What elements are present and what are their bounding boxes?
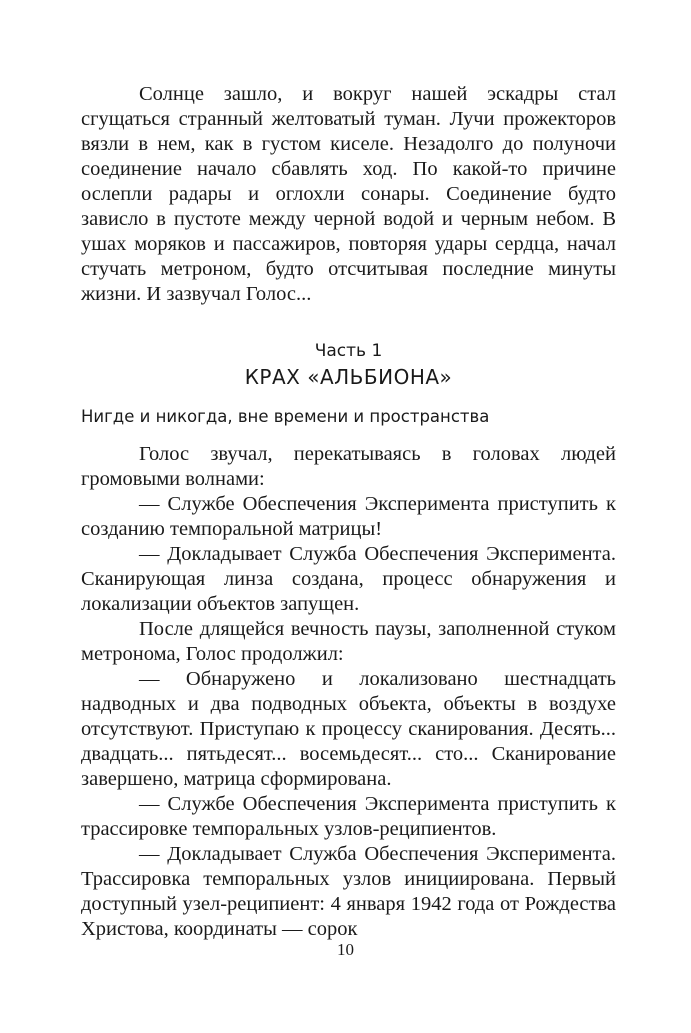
intro-paragraph: Солнце зашло, и вокруг нашей эскадры стал сгущаться странный желтоватый туман. Лучи прожекторов вязли в нем, как в густом киселе. Незадолго до полуночи соединение начало сбавлять ход. По какой-то причине ослепли радары и оглохли сонары. Соединение будто зависло в пустоте между черной водой и черным небом. В ушах моряков и пассажиров, повторяя удары сердца, начал стучать метроном, будто отсчитывая последние минуты жизни. И зазвучал Голос... xyxy=(81,83,616,305)
dialog-line-1: — Службе Обеспечения Эксперимента приступить к созданию темпоральной матрицы! xyxy=(81,493,616,540)
dialog-line-4: — Службе Обеспечения Эксперимента приступить к трассировке темпоральных узлов-реципиентов. xyxy=(81,793,616,840)
part-title: КРАХ «АЛЬБИОНА» xyxy=(244,365,453,389)
dialog-line-2: — Докладывает Служба Обеспечения Эксперимента. Сканирующая линза создана, процесс обнаружения и локализации объектов запущен. xyxy=(81,543,616,615)
part-number: Часть 1 xyxy=(314,341,383,361)
book-page xyxy=(81,82,616,942)
body-paragraph-2: После длящейся вечность паузы, заполненной стуком метронома, Голос продолжил: xyxy=(81,618,616,665)
body-paragraph-1: Голос звучал, перекатываясь в головах людей громовыми волнами: xyxy=(81,443,616,490)
dialog-line-3: — Обнаружено и локализовано шестнадцать надводных и два подводных объекта, объекты в воздухе отсутствуют. Приступаю к процессу сканирования. Десять... двадцать... пятьдесят... восемьдесят... сто... Сканирование завершено, матрица сформирована. xyxy=(81,668,616,790)
dialog-line-5: — Докладывает Служба Обеспечения Эксперимента. Трассировка темпоральных узлов инициирована. Первый доступный узел-реципиент: 4 января 1942 года от Рождества Христова, координаты — сорок xyxy=(81,843,616,940)
section-subheading: Нигде и никогда, вне времени и пространства xyxy=(81,407,490,426)
page-number: 10 xyxy=(337,940,354,959)
